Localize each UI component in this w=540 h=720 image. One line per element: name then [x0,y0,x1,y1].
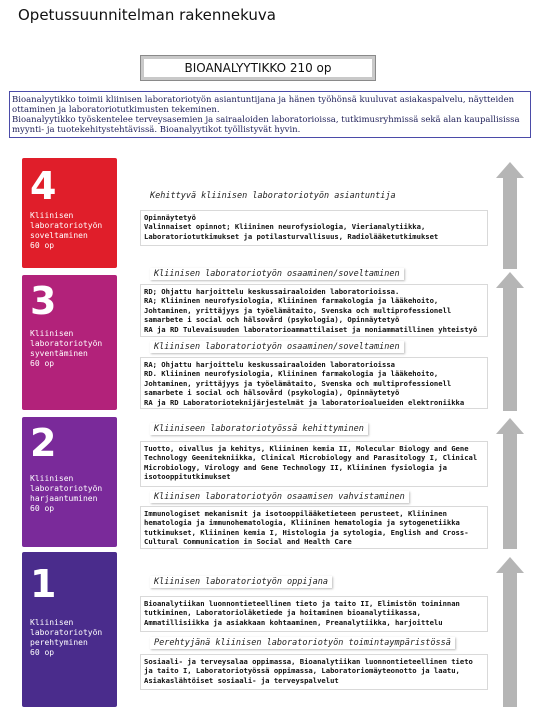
intro-textbox [9,91,531,138]
stage-2-label-line-3: harjaantuminen [30,494,98,503]
stage-1-label-line-2: laboratoriotyön [30,628,103,637]
stage-2-number: 2 [30,421,57,465]
stage-3-heading-2: Kliinisen laboratoriotyön osaaminen/soveltaminen [150,341,404,353]
stage-1-label-line-4: 60 op [30,648,55,657]
stage-1-number: 1 [30,562,57,606]
stage-1-label-line-3: perehtyminen [30,638,88,647]
stage-3-label-line-1: Kliinisen [30,329,74,338]
stage-4-label-line-1: Kliinisen [30,211,74,220]
stage-2-heading-1: Kliiniseen laboratoriotyössä kehittyminen [150,423,368,435]
page-title: Opetussuunnitelman rakennekuva [18,6,276,24]
arrow-up-icon [496,557,524,573]
stage-3-label-line-2: laboratoriotyön [30,339,103,348]
stage-4-label-line-4: 60 op [30,241,55,250]
stage-1-content-2: Sosiaali- ja terveysalaa oppimassa, Bioanalytiikan luonnontieteellinen tieto ja taito I, Laboratoriotyössä oppimassa, Laboratoriomäyteonotto ja laatu, Asiakaslähtöiset sosiaali- ja terveyspalvelut [140,654,488,690]
stage-4-number: 4 [30,164,57,208]
intro-line-1: Bioanalyytikko toimii kliinisen laboratoriotyön asiantuntijana ja hänen työhönsä kuuluvat asiakaspalvelu, näytteiden ottaminen ja laboratoriotutkimusten tekeminen. [12,95,515,115]
stage-4-label-line-2: laboratoriotyön [30,221,103,230]
stage-2-content-2: Immunologiset mekanismit ja isotooppilääketieteen perusteet, Kliininen hematologia ja immunohematologia, Kliininen hematologia ja sytogenetiikka tutkimukset, Kliininen kemia I, Histologia ja sytologia, English and Cross-Cultural Communication in Social and Health Care [140,506,488,549]
stage-1-content-1: Bioanalytiikan luonnontieteellinen tieto ja taito II, Elimistön toiminnan tutkiminen, Laboratorioläketiede ja hoitaminen bioanalytiikassa, Ammatillisiikka ja asiakkaan kohtaaminen, Preanalytiikka, harjoittelu [140,596,488,632]
stage-1-heading-1: Kliinisen laboratoriotyön oppijana [150,576,332,588]
stage-2-label-line-1: Kliinisen [30,474,74,483]
stage-3-box [22,275,117,410]
stage-3-content-1: RD; Ohjattu harjoittelu keskussairaaloiden laboratorioissa. RA; Kliininen neurofysiologia, Kliininen farmakologia ja lääkehoito, Johtaminen, yrittäjyys ja työelämätaito, Svenska och multiprofessionell samarbete i social och hälsovård (psykologia), Opinnäytetyö RA ja RD Tulevaisuuden laboratorioammattilaiset ja moniammatillinen yhteistyö [140,284,488,337]
stage-4-content: Opinnäytetyö Valinnaiset opinnot; Kliininen neurofysiologia, Vierianalytiikka, Laboratoriotutkimukset ja potilasturvallisuus, Radiolääketutkimukset [140,210,488,246]
stage-4-box [22,158,117,268]
stage-1-box [22,552,117,707]
program-banner-label: BIOANALYYTIKKO 210 op [144,59,372,77]
arrow-up-icon [496,162,524,178]
stage-3-heading-1: Kliinisen laboratoriotyön osaaminen/soveltaminen [150,268,404,280]
stage-2-heading-2: Kliinisen laboratoriotyön osaamisen vahvistaminen [150,491,409,503]
program-banner [140,55,376,81]
stage-3-label-line-3: syventäminen [30,349,88,358]
stage-1-heading-2: Perehtyjänä kliinisen laboratoriotyön toimintaympäristössä [150,637,455,649]
stage-2-content-1: Tuotto, oivallus ja kehitys, Kliininen kemia II, Molecular Biology and Gene Technology Geenitekniikka, Clinical Microbiology and Parasitology I, Clinical Microbiology, Virology and Gene Technology II, Kliininen fysiologia ja isotooppitutkimukset [140,441,488,487]
intro-line-2: Bioanalyytikko työskentelee terveysasemien ja sairaaloiden laboratorioissa, tutkimusryhmissä sekä alan kaupallisissa myynti- ja tuotekehitystehtävissä. Bioanalyytikot työllistyvät hyvin. [12,115,520,135]
stage-2-box [22,417,117,547]
arrow-up-icon [496,418,524,434]
stage-4-label-line-3: soveltaminen [30,231,88,240]
stage-3-number: 3 [30,279,57,323]
stage-1-label-line-1: Kliinisen [30,618,74,627]
arrow-up-icon [496,272,524,288]
stage-3-content-2: RA; Ohjattu harjoittelu keskussairaaloiden laboratorioissa RD. Kliininen neurofysiologia, Kliininen farmakologia ja lääkehoito, Johtaminen, yrittäjyys ja työelämätaito, Svenska och multiprofessionell samarbete i social och hälsovård (psykologia), Opinnäytetyö RA ja RD Laboratorioteknijärjestelmät ja laboratorioalueiden elektroniikka [140,357,488,409]
stage-4-heading: Kehittyvä kliinisen laboratoriotyön asiantuntija [150,191,396,201]
stage-2-label-line-4: 60 op [30,504,55,513]
stage-3-label-line-4: 60 op [30,359,55,368]
stage-2-label-line-2: laboratoriotyön [30,484,103,493]
